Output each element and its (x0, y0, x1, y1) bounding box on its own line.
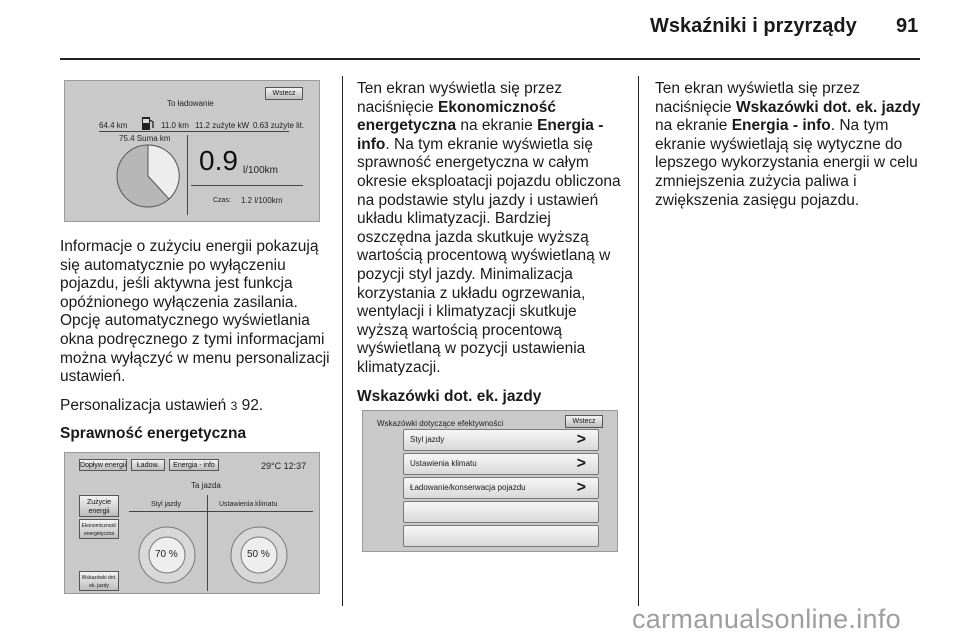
tab-energy-flow[interactable]: Dopływ energii (79, 459, 127, 471)
heading-eco-tips: Wskazówki dot. ek. jazdy (357, 387, 542, 405)
column-1-text (60, 238, 330, 454)
tip-item-label: Ustawienia klimatu (410, 459, 477, 468)
kw-value: 11.2 zużyte kW (195, 121, 250, 130)
tip-item-climate[interactable] (403, 453, 599, 475)
sum-km-label: 75.4 Suma km (119, 134, 171, 143)
page-number: 91 (896, 15, 919, 37)
paragraph-energy-info: Informacje o zużyciu energii pokazują się automatycznie po wyłączeniu pojazdu, jeśli aktywna jest funkcja opóźnionego wyłączenia zasilania. Opcję automatycznego wyświetlania okna podręcznego z tymi informacjami można wyłączyć w menu personalizacji ustawień. (60, 238, 330, 386)
text-part: na ekranie (655, 117, 732, 135)
status-temp-time: 29°C 12:37 (261, 461, 307, 471)
used-value: 0.63 zużyte lit. (253, 121, 305, 130)
tips-screen-title: Wskazówki dotyczące efektywności (377, 419, 504, 428)
efficiency-vertical-divider (207, 495, 208, 591)
paragraph-efficiency-screen (357, 80, 627, 378)
watermark: carmanualsonline.info (632, 604, 901, 634)
driving-style-label: Styl jazdy (151, 501, 181, 508)
info-rule (99, 131, 289, 132)
tip-item-driving-style[interactable] (403, 429, 599, 451)
chevron-right-icon: > (576, 431, 586, 448)
energy-usage-side-button[interactable]: Zużycie energii (79, 495, 119, 517)
column-3-text (655, 80, 923, 220)
climate-percent: 50 % (247, 549, 270, 560)
time-label: Czas: (213, 197, 231, 204)
energy-usage-screen (64, 80, 320, 222)
tip-item-empty (403, 525, 599, 547)
personalization-text: Personalizacja ustawień (60, 396, 227, 414)
big-unit: l/100km (243, 165, 279, 176)
chevron-right-icon: > (576, 455, 586, 472)
tip-item-label: Styl jazdy (410, 435, 445, 444)
paragraph-personalization (60, 397, 330, 416)
fuel-pump-icon (141, 115, 155, 131)
text-part: na ekranie (456, 117, 538, 135)
page-header-title: Wskaźniki i przyrządy (650, 15, 857, 37)
energy-efficiency-screen (64, 452, 320, 594)
tip-item-empty (403, 501, 599, 523)
tab-charging[interactable]: Ładow. (131, 459, 165, 471)
energy-efficiency-side-button[interactable]: Ekonomiczność energetyczna (79, 519, 119, 539)
header-rule (60, 58, 920, 60)
efficiency-divider (129, 511, 313, 512)
heading-energy-efficiency: Sprawność energetyczna (60, 425, 247, 443)
km-value-1: 64.4 km (99, 121, 128, 130)
column-divider-1 (342, 76, 343, 606)
bold-term-eco-tips: Wskazówki dot. ek. jazdy (736, 98, 921, 116)
eco-tips-screen (362, 410, 618, 552)
chevron-right-icon: > (576, 479, 586, 496)
column-divider-2 (638, 76, 639, 606)
eco-tips-side-button[interactable]: Wskazówki dot. ek. jazdy (79, 571, 119, 591)
text-part: Ten ekran wyświetla się przez naciśnięcie (357, 80, 563, 116)
back-button[interactable]: Wstecz (265, 87, 303, 100)
text-part: . Na tym ekranie wyświetlają się wytyczne do lepszego wykorzystania energii w celu zmniejszenia zużycia paliwa i zwiększenia zasięgu pojazdu. (655, 117, 918, 209)
personalization-page-link[interactable]: 92. (241, 396, 264, 414)
text-part: . Na tym ekranie wyświetla się sprawność energetyczna w całym okresie eksploatacji pojazdu obliczona na podstawie stylu jazdy i ustawień układu klimatyzacji. Bardziej oszczędna jazda skutkuje wyższą wartością procentową wyświetlaną w pozycji styl jazdy. Minimalizacja korzystania z układu ogrzewania, wentylacji i klimatyzacji skutkuje wyższą wartością procentową wyświetlaną w pozycji ustawienia klimatyzacji. (357, 135, 621, 376)
value-rule (191, 185, 303, 186)
trip-title: Ta jazda (191, 481, 221, 490)
big-value: 0.9 (199, 145, 238, 176)
tip-item-label: Ładowanie/konserwacja pojazdu (410, 483, 526, 492)
climate-settings-label: Ustawienia klimatu (219, 501, 278, 508)
bold-term-energy-info: Energia - info (357, 117, 604, 153)
tip-item-charging[interactable] (403, 477, 599, 499)
paragraph-eco-tips-screen (655, 80, 923, 210)
driving-style-percent: 70 % (155, 549, 178, 560)
km-value-2: 11.0 km (161, 121, 189, 130)
bold-term-energy-info: Energia - info (731, 117, 831, 135)
energy-pie-chart (115, 143, 181, 209)
bold-term-efficiency: Ekonomiczność energetyczna (357, 98, 556, 135)
vertical-divider (187, 135, 188, 215)
column-2-text (357, 80, 627, 416)
tab-energy-info[interactable]: Energia - info (169, 459, 219, 471)
cross-reference-arrow-icon: 3 (230, 398, 238, 413)
time-value: 1.2 l/100km (241, 196, 283, 205)
back-button[interactable]: Wstecz (565, 415, 603, 428)
text-part: Ten ekran wyświetla się przez naciśnięcie (655, 80, 861, 116)
screen-title: To ładowanie (167, 99, 214, 108)
